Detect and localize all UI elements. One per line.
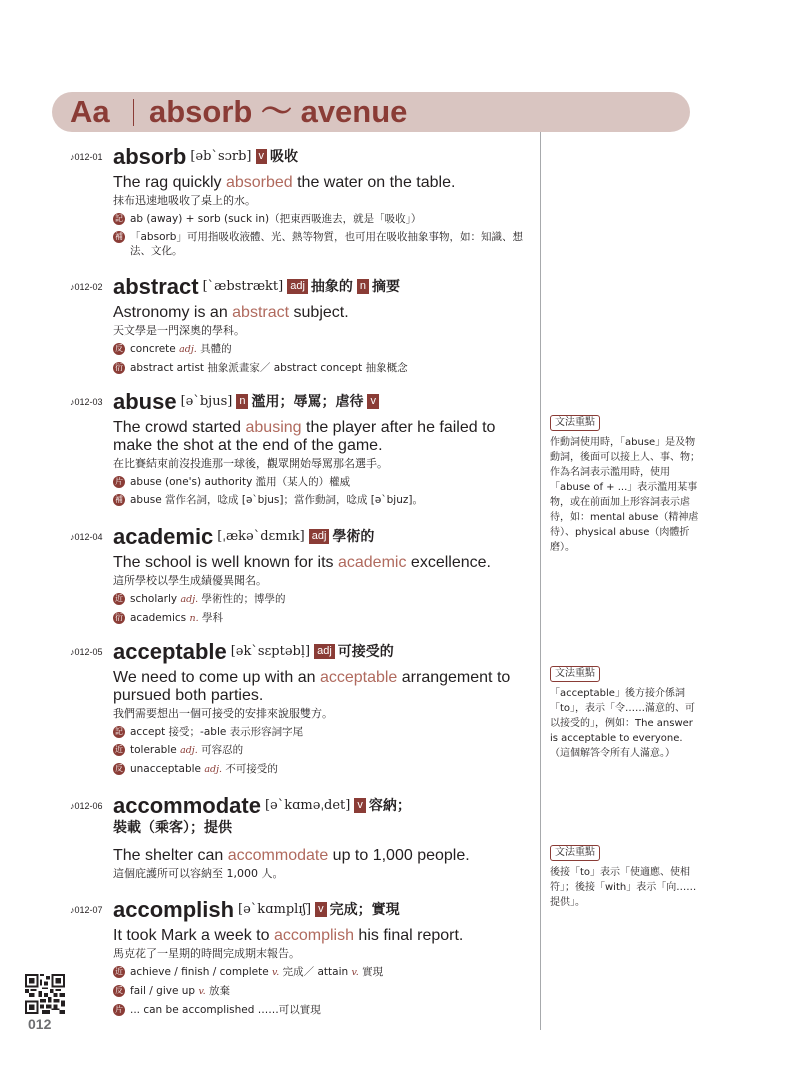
meaning-continued: 裝載（乘客）；提供 xyxy=(113,820,232,836)
meaning: 摘要 xyxy=(372,279,401,295)
pos-abbrev: adj. xyxy=(180,594,199,605)
meaning: 濫用；辱罵；虐待 xyxy=(251,394,364,410)
example-translation: 抹布迅速地吸收了桌上的水。 xyxy=(113,194,256,207)
part-of-speech-badge: v xyxy=(256,149,268,164)
grammar-sidebar xyxy=(550,415,700,555)
note-marker-icon: 反 xyxy=(115,986,123,995)
highlighted-word: accommodate xyxy=(227,847,329,864)
highlighted-word: abusing xyxy=(245,419,302,436)
part-of-speech-badge: adj xyxy=(287,279,308,294)
meaning: 吸收 xyxy=(270,149,299,165)
note-marker-icon: 記 xyxy=(115,214,123,223)
grammar-tag: 文法重點 xyxy=(550,845,600,861)
note-marker-icon: 衍 xyxy=(115,363,123,372)
example-translation: 這個庇護所可以容納至 1,000 人。 xyxy=(113,867,284,880)
example-translation: 在比賽結束前沒投進那一球後，觀眾開始辱罵那名選手。 xyxy=(113,457,388,470)
note-marker-icon: 補 xyxy=(115,495,123,504)
vocab-entry xyxy=(70,144,540,258)
note-line: 衍 academics n. 學科 xyxy=(115,612,223,624)
example-translation: 馬克花了一星期的時間完成期末報告。 xyxy=(113,947,300,960)
meaning: 容納； xyxy=(368,798,411,814)
grammar-tag: 文法重點 xyxy=(550,415,600,431)
entry-headline xyxy=(70,389,540,415)
note-line: 記 accept 接受；-able 表示形容詞字尾 xyxy=(115,726,304,738)
note-marker-icon: 片 xyxy=(115,477,123,486)
note-marker-icon: 補 xyxy=(115,232,123,241)
highlighted-word: accomplish xyxy=(273,927,354,944)
example-sentence: The shelter can accommodate up to 1,000 people. xyxy=(113,847,470,864)
audio-track-icon[interactable]: ♪012-01 xyxy=(70,152,103,162)
page-number: 012 xyxy=(28,1016,52,1032)
chapter-header xyxy=(52,92,690,132)
phonetic: [əˋkɑmplɪʃ] xyxy=(238,902,312,917)
header-divider xyxy=(133,99,134,126)
example-sentence: The crowd started abusing the player after he failed to make the shot at the end of the game. xyxy=(113,419,496,454)
vocab-entry xyxy=(70,793,540,881)
part-of-speech-badge: adj xyxy=(309,529,330,544)
grammar-sidebar xyxy=(550,666,700,761)
note-marker-icon: 反 xyxy=(115,764,123,773)
vocab-entry xyxy=(70,389,540,507)
vocab-entry xyxy=(70,639,540,777)
note-line: 記 ab (away) + sorb (suck in)（把東西吸進去，就是「吸收」） xyxy=(115,213,422,225)
note-line: 反 unacceptable adj. 不可接受的 xyxy=(115,763,278,775)
chapter-letter: Aa xyxy=(70,94,110,129)
example-sentence: We need to come up with an acceptable arrangement to pursued both parties. xyxy=(113,669,511,704)
audio-track-icon[interactable]: ♪012-02 xyxy=(70,282,103,292)
grammar-text: 「acceptable」後方接介係詞「to」，表示「令……滿意的、可以接受的」，例如：The answer is acceptable to everyone.（這個解答令所有人滿意。） xyxy=(550,688,696,759)
pos-abbrev: n. xyxy=(189,613,199,624)
note-line: 反 fail / give up v. 放棄 xyxy=(115,985,231,997)
chapter-range: absorb ～ avenue xyxy=(149,94,408,129)
note-line: 近 scholarly adj. 學術性的；博學的 xyxy=(115,593,286,605)
example-sentence: The rag quickly absorbed the water on the table. xyxy=(113,174,456,191)
headword: abstract xyxy=(113,274,199,299)
audio-track-icon[interactable]: ♪012-07 xyxy=(70,905,103,915)
audio-track-icon[interactable]: ♪012-03 xyxy=(70,397,103,407)
example-sentence: Astronomy is an abstract subject. xyxy=(113,304,349,321)
entry-headline xyxy=(70,897,540,923)
highlighted-word: acceptable xyxy=(319,669,398,686)
meaning: 學術的 xyxy=(332,529,375,545)
note-marker-icon: 記 xyxy=(115,727,123,736)
meaning: 抽象的 xyxy=(310,279,353,295)
note-marker-icon: 反 xyxy=(115,344,123,353)
headword: accommodate xyxy=(113,793,261,818)
example-translation: 我們需要想出一個可接受的安排來說服雙方。 xyxy=(113,707,333,720)
phonetic: [əˋkɑməˌdet] xyxy=(264,798,351,813)
phonetic: [ˌækəˋdɛmɪk] xyxy=(217,529,305,544)
phonetic: [əbˋsɔrb] xyxy=(190,149,252,164)
note-line: 衍 abstract artist 抽象派畫家／ abstract concept 抽象概念 xyxy=(115,362,408,374)
pos-abbrev: v. xyxy=(198,986,206,997)
note-line: 片 abuse (one's) authority 濫用（某人的）權威 xyxy=(115,476,351,488)
audio-track-icon[interactable]: ♪012-04 xyxy=(70,532,103,542)
entry-headline xyxy=(70,524,540,550)
note-marker-icon: 衍 xyxy=(115,613,123,622)
audio-track-icon[interactable]: ♪012-05 xyxy=(70,647,103,657)
part-of-speech-badge: n xyxy=(236,394,248,409)
grammar-sidebar xyxy=(550,845,700,910)
part-of-speech-badge: adj xyxy=(314,644,335,659)
highlighted-word: academic xyxy=(337,554,407,571)
vocab-entry xyxy=(70,274,540,375)
note-line: 片 ... can be accomplished ……可以實現 xyxy=(115,1004,321,1016)
entry-headline xyxy=(70,274,540,300)
entry-headline xyxy=(70,793,540,836)
vocab-entry xyxy=(70,897,540,1017)
pos-abbrev: v. xyxy=(272,967,280,978)
headword: academic xyxy=(113,524,214,549)
example-sentence: It took Mark a week to accomplish his final report. xyxy=(113,927,464,944)
note-marker-icon: 近 xyxy=(115,594,123,603)
phonetic: [əˋbjus] xyxy=(180,394,233,409)
note-marker-icon: 近 xyxy=(115,745,123,754)
example-translation: 這所學校以學生成績優異聞名。 xyxy=(113,574,267,587)
grammar-text: 後接「to」表示「使適應、使相符」；後接「with」表示「向……提供」。 xyxy=(550,867,697,908)
grammar-tag: 文法重點 xyxy=(550,666,600,682)
pos-abbrev: adj. xyxy=(180,745,198,756)
pos-abbrev: v. xyxy=(351,967,359,978)
note-line: 近 tolerable adj. 可容忍的 xyxy=(115,744,244,756)
example-sentence: The school is well known for its academic excellence. xyxy=(113,554,491,571)
entry-headline xyxy=(70,144,540,170)
part-of-speech-badge: v xyxy=(315,902,327,917)
vocab-entry xyxy=(70,524,540,626)
note-line: 補 abuse 當作名詞，唸成 [əˋbjus]；當作動詞，唸成 [əˋbjuz]。 xyxy=(115,494,423,506)
pos-abbrev: adj. xyxy=(204,764,223,775)
part-of-speech-badge: v xyxy=(354,798,366,813)
entry-headline xyxy=(70,639,540,665)
headword: abuse xyxy=(113,389,177,414)
audio-track-icon[interactable]: ♪012-06 xyxy=(70,801,103,811)
note-line: 近 achieve / finish / complete v. 完成／ attain v. 實現 xyxy=(115,966,384,978)
phonetic: [əkˋsɛptəbḷ] xyxy=(230,644,311,659)
example-translation: 天文學是一門深奧的學科。 xyxy=(113,324,245,337)
part-of-speech-badge: v xyxy=(367,394,379,409)
pos-abbrev: adj. xyxy=(179,344,197,355)
column-divider xyxy=(540,132,541,1030)
note-marker-icon: 近 xyxy=(115,967,123,976)
qr-code-icon[interactable] xyxy=(25,974,65,1014)
headword: absorb xyxy=(113,144,187,169)
phonetic: [ˋæbstrækt] xyxy=(202,279,284,294)
highlighted-word: absorbed xyxy=(225,174,293,191)
note-line: 反 concrete adj. 具體的 xyxy=(115,343,232,355)
note-marker-icon: 片 xyxy=(115,1005,123,1014)
meaning: 完成；實現 xyxy=(329,902,400,918)
headword: accomplish xyxy=(113,897,235,922)
part-of-speech-badge: n xyxy=(357,279,369,294)
meaning: 可接受的 xyxy=(337,644,394,660)
headword: acceptable xyxy=(113,639,227,664)
highlighted-word: abstract xyxy=(232,304,290,321)
note-line: 補 「absorb」可用指吸收液體、光、熱等物質，也可用在吸收抽象事物，如：知識、想法、文化。 xyxy=(115,231,523,257)
grammar-text: 作動詞使用時，「abuse」是及物動詞，後面可以接上人、事、物；作為名詞表示濫用時，使用「abuse of + ...」表示濫用某事物，或在前面加上形容詞表示虐待，如：mental abuse（精神虐待）、physical abuse（肉體折磨）。 xyxy=(550,437,700,553)
